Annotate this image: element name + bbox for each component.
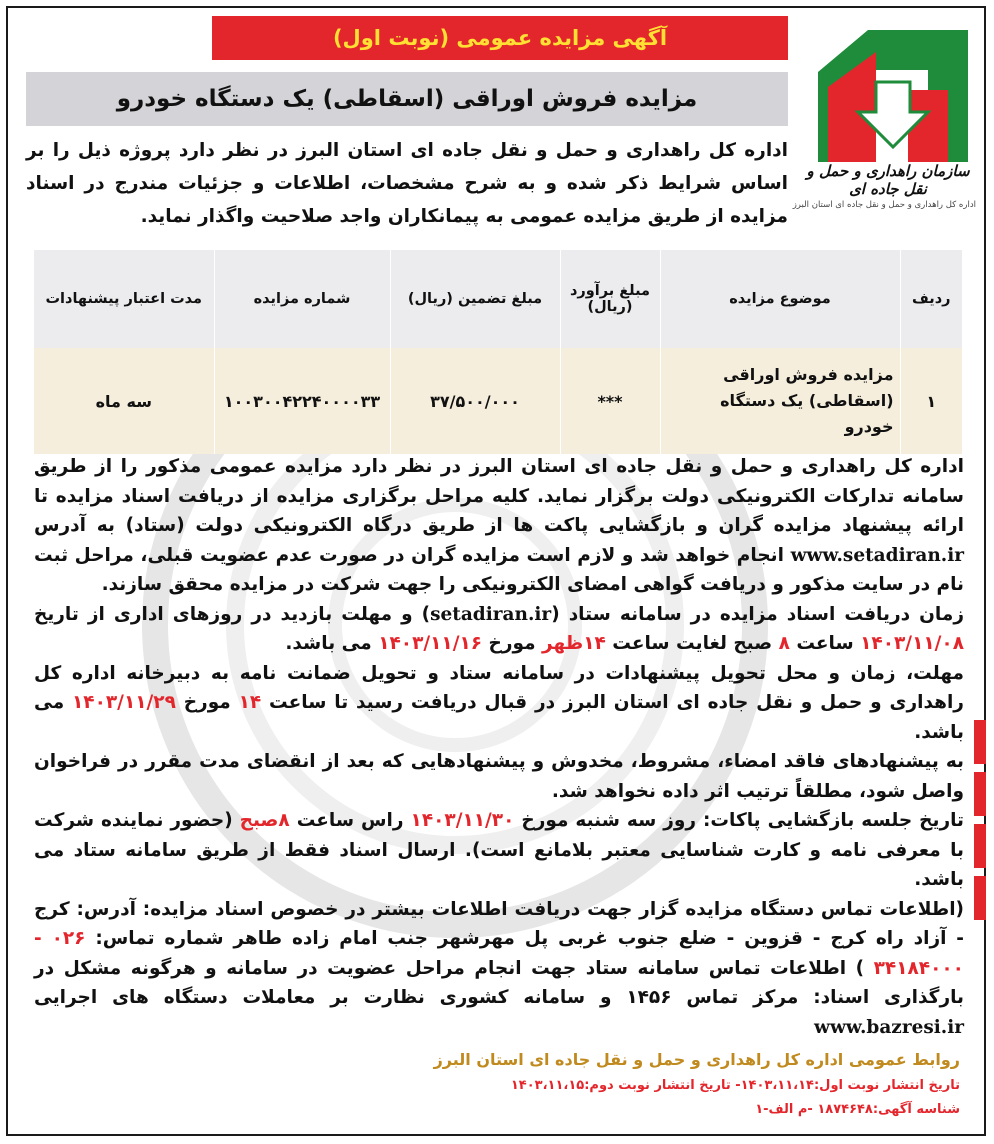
auction-table xyxy=(34,250,962,454)
edge-mark xyxy=(974,876,986,920)
title-banner xyxy=(26,72,788,126)
paragraph-document-dates: زمان دریافت اسناد مزایده در سامانه ستاد (setadiran.ir) و مهلت بازدید در روزهای اداری از تاریخ ۱۴۰۳/۱۱/۰۸ ساعت ۸ صبح لغایت ساعت ۱۴ظهر مورخ ۱۴۰۳/۱۱/۱۶ می باشد. xyxy=(34,603,964,654)
table-header-row xyxy=(34,250,962,348)
table-row xyxy=(34,348,962,454)
header-guarantee: مبلغ تضمین (ریال) xyxy=(390,250,560,348)
logo-caption: سازمان راهداری و حمل و نقل جاده ای xyxy=(806,162,970,198)
header-number: شماره مزایده xyxy=(214,250,390,348)
header-estimate: مبلغ برآورد (ریال) xyxy=(560,250,660,348)
cell-estimate: *** xyxy=(560,348,660,454)
header-subject: موضوع مزایده xyxy=(660,250,900,348)
opening-hour: ۸صبح xyxy=(239,810,290,831)
paragraph-platform: اداره کل راهداری و حمل و نقل جاده ای استان البرز در نظر دارد مزایده عمومی مذکور را از طریق سامانه تدارکات الکترونیکی دولت برگزار نماید. کلیه مراحل برگزاری مزایده از دریافت اسناد مزایده تا ارائه پیشنهاد مزایده گران و بازگشایی پاکت ها از طریق درگاه الکترونیکی دولت (ستاد) به آدرس www.setadiran.ir انجام خواهد شد و لازم است مزایده گران در صورت عدم عضویت قبلی، مراحل ثبت نام در سایت مذکور و دریافت گواهی امضای الکترونیکی را جهت شرکت در مزایده محقق سازند. xyxy=(34,456,964,595)
public-relations-signature: روابط عمومی اداره کل راهداری و حمل و نقل جاده ای استان البرز xyxy=(433,1050,960,1069)
edge-marks xyxy=(974,720,986,970)
contact-phone: ۰۲۶ - ۳۴۱۸۴۰۰۰ xyxy=(34,928,964,979)
hour-start: ۸ xyxy=(778,633,790,654)
cell-validity: سه ماه xyxy=(34,348,214,454)
setadiran-short-link[interactable]: setadiran.ir xyxy=(430,603,552,625)
bazresi-link[interactable]: www.bazresi.ir xyxy=(814,1016,964,1038)
paragraph-invalid-bids: به پیشنهادهای فاقد امضاء، مشروط، مخدوش و پیشنهادهایی که بعد از انقضای مدت مقرر در فراخوان واصل شود، مطلقاً ترتیب اثر داده نخواهد شد. xyxy=(34,751,964,802)
header-row-index: ردیف xyxy=(900,250,962,348)
paragraph-opening-session: تاریخ جلسه بازگشایی پاکات: روز سه شنبه مورخ ۱۴۰۳/۱۱/۳۰ راس ساعت ۸صبح (حضور نماینده شرکت با معرفی نامه و کارت شناسایی معتبر بلامانع است). ارسال اسناد فقط از طریق سامانه ستاد می باشد. xyxy=(34,810,965,890)
paragraph-submission: مهلت، زمان و محل تحویل پیشنهادات در سامانه ستاد و تحویل ضمانت نامه به دبیرخانه اداره کل راهداری و حمل و نقل جاده ای استان البرز در قبال دریافت رسید تا ساعت ۱۴ مورخ ۱۴۰۳/۱۱/۲۹ می باشد. xyxy=(34,662,964,743)
paragraph-contact: (اطلاعات تماس دستگاه مزایده گزار جهت دریافت اطلاعات بیشتر در خصوص اسناد مزایده: آدرس: کرج - آزاد راه کرج - قزوین - ضلع جنوب غربی پل مهرشهر جنب امام زاده طاهر شماره تماس: ۰۲۶ - ۳۴۱۸۴۰۰۰ ) اطلاعات تماس سامانه ستاد جهت انجام مراحل عضویت در سامانه و هرگونه مشکل در بارگذاری اسناد: مرکز تماس ۱۴۵۶ و سامانه کشوری نظارت بر معاملات دستگاه های اجرایی www.bazresi.ir xyxy=(34,898,964,1038)
opening-date: ۱۴۰۳/۱۱/۳۰ xyxy=(410,810,515,831)
edge-mark xyxy=(974,772,986,816)
setadiran-link[interactable]: www.setadiran.ir xyxy=(790,544,964,566)
edge-mark xyxy=(974,824,986,868)
cell-guarantee: ۳۷/۵۰۰/۰۰۰ xyxy=(390,348,560,454)
cell-row-index: ۱ xyxy=(900,348,962,454)
intro-paragraph: اداره کل راهداری و حمل و نقل جاده ای استان البرز در نظر دارد پروژه ذیل را بر اساس شرایط ذکر شده و به شرح مشخصات، اطلاعات و جزئیات مندرج در اسناد مزایده از طریق مزایده عمومی به پیمانکاران واجد صلاحیت واگذار نماید. xyxy=(26,140,788,227)
publish-dates: تاریخ انتشار نوبت اول:۱۴۰۳،۱۱،۱۴- تاریخ انتشار نوبت دوم:۱۴۰۳،۱۱،۱۵ xyxy=(510,1078,960,1093)
header-validity: مدت اعتبار پیشنهادات xyxy=(34,250,214,348)
logo-subcaption: اداره کل راهداری و حمل و نقل جاده ای استان البرز xyxy=(792,200,976,210)
submission-date: ۱۴۰۳/۱۱/۲۹ xyxy=(72,692,176,713)
notice-banner xyxy=(212,16,788,60)
ad-identifier: شناسه آگهی:۱۸۷۴۶۴۸ -م الف-۱ xyxy=(755,1102,960,1117)
body-text xyxy=(34,452,964,1042)
submission-hour: ۱۴ xyxy=(238,692,262,713)
edge-mark xyxy=(974,720,986,764)
main-title: مزایده فروش اوراقی (اسقاطی) یک دستگاه خودرو xyxy=(116,86,698,112)
cell-subject: مزایده فروش اوراقی (اسقاطی) یک دستگاه خودرو xyxy=(660,348,900,454)
date-end: ۱۴۰۳/۱۱/۱۶ xyxy=(378,633,483,654)
notice-label: آگهی مزایده عمومی (نوبت اول) xyxy=(332,26,668,50)
date-start: ۱۴۰۳/۱۱/۰۸ xyxy=(860,633,964,654)
cell-number: ۱۰۰۳۰۰۴۲۲۴۰۰۰۰۳۳ xyxy=(214,348,390,454)
hour-end: ۱۴ظهر xyxy=(542,633,606,654)
